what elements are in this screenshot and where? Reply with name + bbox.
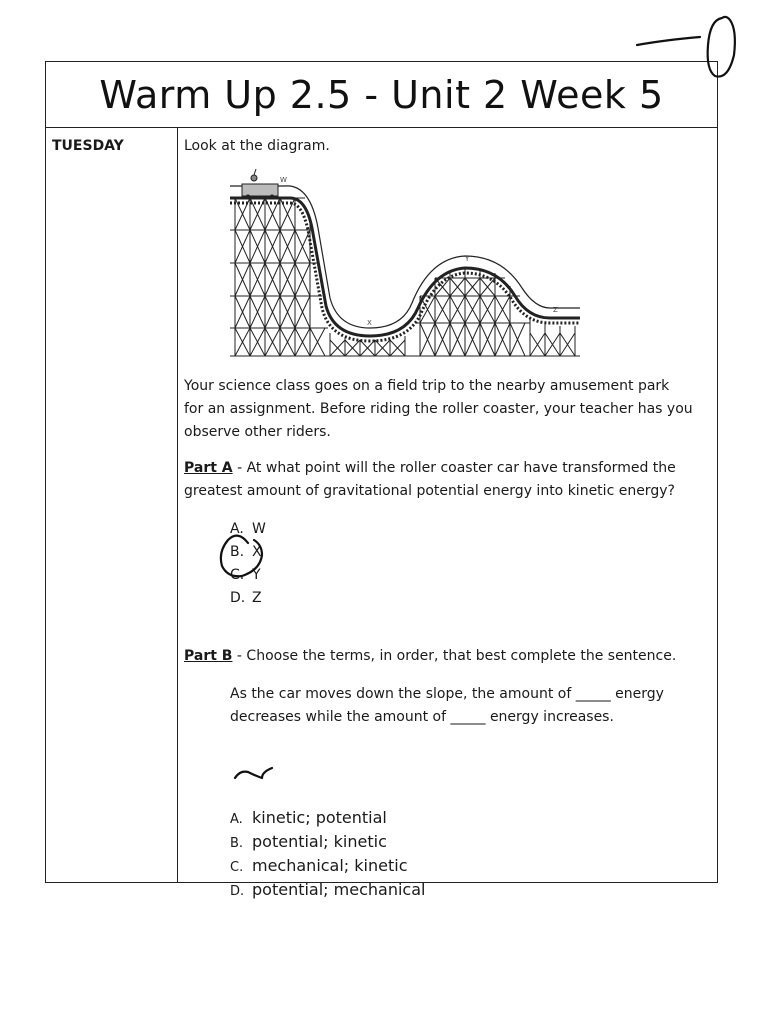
scenario-line-2: for an assignment. Before riding the roller coaster, your teacher has you bbox=[184, 401, 693, 417]
part-b-sentence-line-2: decreases while the amount of _____ energy increases. bbox=[230, 709, 614, 725]
part-b-text: - Choose the terms, in order, that best complete the sentence. bbox=[232, 648, 677, 664]
part-a-option-d[interactable] bbox=[230, 587, 262, 610]
option-text: X bbox=[252, 544, 262, 560]
question-content bbox=[178, 128, 717, 899]
part-b-option-b[interactable] bbox=[230, 830, 387, 855]
intro-text: Look at the diagram. bbox=[184, 138, 330, 154]
trestle-first-hill bbox=[230, 198, 328, 356]
option-text: Y bbox=[252, 567, 261, 583]
option-letter: A. bbox=[230, 812, 243, 827]
roller-coaster-diagram bbox=[230, 168, 580, 358]
part-b-sentence-line-1: As the car moves down the slope, the amount of _____ energy bbox=[230, 686, 664, 702]
label-x: X bbox=[367, 319, 372, 327]
option-letter: B. bbox=[230, 836, 244, 851]
part-a-option-b[interactable] bbox=[230, 541, 262, 564]
part-a-question-line-1 bbox=[184, 457, 676, 480]
part-b-option-a[interactable] bbox=[230, 806, 387, 831]
label-y: Y bbox=[465, 255, 470, 263]
part-a-option-c[interactable] bbox=[230, 564, 261, 587]
worksheet-table bbox=[45, 61, 718, 899]
part-a-text: - At what point will the roller coaster car have transformed the bbox=[232, 460, 676, 476]
day-column bbox=[46, 128, 178, 882]
title-row bbox=[46, 62, 717, 128]
option-text: Z bbox=[252, 590, 262, 606]
option-letter: C. bbox=[230, 860, 244, 875]
option-letter: A. bbox=[230, 521, 244, 537]
part-b-option-d[interactable] bbox=[230, 878, 425, 903]
part-b-option-c[interactable] bbox=[230, 854, 408, 879]
label-w: W bbox=[280, 176, 287, 184]
part-b-label: Part B bbox=[184, 648, 233, 664]
option-text: W bbox=[252, 521, 266, 537]
day-label: TUESDAY bbox=[52, 138, 124, 154]
part-a-option-a[interactable] bbox=[230, 518, 266, 541]
scenario-line-3: observe other riders. bbox=[184, 424, 331, 440]
label-z: Z bbox=[553, 306, 558, 314]
part-a-label: Part A bbox=[184, 460, 233, 476]
option-letter: B. bbox=[230, 544, 245, 560]
coaster-car bbox=[242, 169, 278, 199]
option-text: potential; mechanical bbox=[252, 880, 426, 899]
option-text: mechanical; kinetic bbox=[252, 856, 408, 875]
part-a-question-line-2: greatest amount of gravitational potential energy into kinetic energy? bbox=[184, 483, 675, 499]
page-title: Warm Up 2.5 - Unit 2 Week 5 bbox=[99, 72, 664, 117]
scenario-line-1: Your science class goes on a field trip to the nearby amusement park bbox=[184, 378, 670, 394]
option-letter: C. bbox=[230, 567, 245, 583]
option-text: potential; kinetic bbox=[252, 832, 387, 851]
part-b-question bbox=[184, 645, 676, 668]
option-letter: D. bbox=[230, 590, 246, 606]
option-text: kinetic; potential bbox=[252, 808, 387, 827]
option-letter: D. bbox=[230, 884, 245, 899]
handwritten-dash bbox=[637, 37, 700, 45]
